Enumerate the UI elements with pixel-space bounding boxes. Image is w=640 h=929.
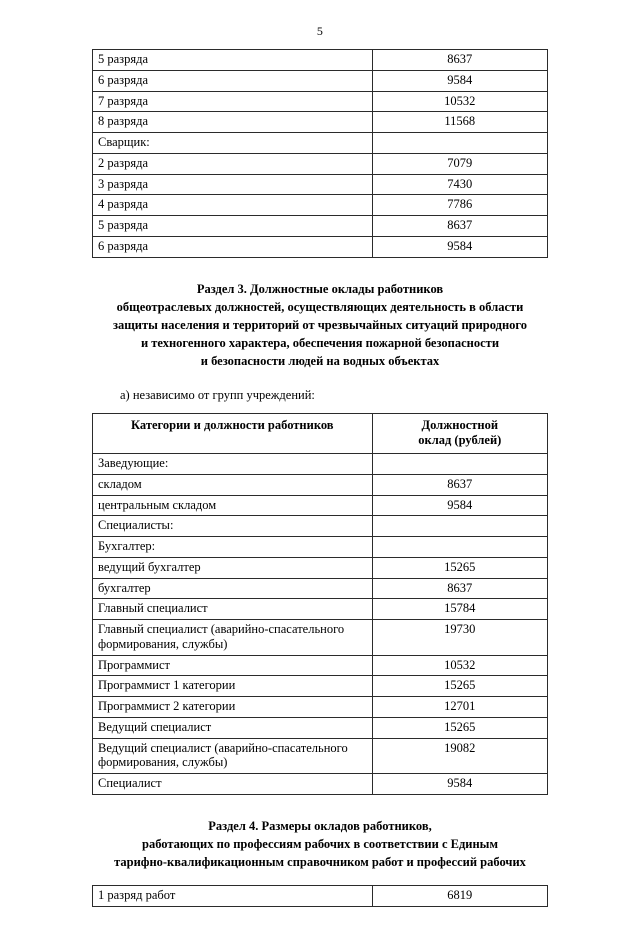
- row-label: 4 разряда: [93, 195, 373, 216]
- row-label: Ведущий специалист: [93, 717, 373, 738]
- heading-line: работающих по профессиям рабочих в соответствии с Единым: [142, 837, 498, 851]
- column-header-salary-line2: оклад (рублей): [418, 433, 502, 448]
- salary-table-continued: [92, 49, 548, 258]
- row-value: 15265: [372, 676, 547, 697]
- page-number: 5: [316, 24, 324, 38]
- row-value: 9584: [372, 236, 547, 257]
- row-value: [372, 133, 547, 154]
- row-value: 7079: [372, 153, 547, 174]
- row-value: 10532: [372, 655, 547, 676]
- row-label: Специалист: [93, 774, 373, 795]
- row-label: Сварщик:: [93, 133, 373, 154]
- heading-line: и техногенного характера, обеспечения пожарной безопасности: [140, 335, 500, 350]
- row-label: Бухгалтер:: [93, 537, 373, 558]
- table-row: [93, 516, 548, 537]
- heading-line: тарифно-квалификационным справочником работ и профессий рабочих: [114, 855, 526, 870]
- row-label: 6 разряда: [93, 236, 373, 257]
- table-row: [93, 676, 548, 697]
- table-row: [93, 557, 548, 578]
- row-value: 19082: [372, 738, 547, 774]
- table-body: [93, 50, 548, 258]
- table-body: [93, 454, 548, 795]
- table-row: [93, 599, 548, 620]
- table-row: [93, 886, 548, 907]
- table-row: [93, 738, 548, 774]
- section-3-lead-text: а) независимо от групп учреждений:: [120, 388, 315, 403]
- row-label: Программист 1 категории: [93, 676, 373, 697]
- table-row: [93, 717, 548, 738]
- row-label: 7 разряда: [93, 91, 373, 112]
- table-header: [93, 414, 548, 454]
- table-row: [93, 578, 548, 599]
- table-row: [93, 537, 548, 558]
- table-row: [93, 474, 548, 495]
- table-header-row: [93, 414, 548, 454]
- row-label: 8 разряда: [93, 112, 373, 133]
- table-row: [93, 454, 548, 475]
- table-row: [93, 70, 548, 91]
- column-header-salary: [372, 414, 547, 454]
- table-row: [93, 112, 548, 133]
- row-value: 8637: [372, 216, 547, 237]
- row-value: 15265: [372, 717, 547, 738]
- row-label: ведущий бухгалтер: [93, 557, 373, 578]
- workers-ranks-table: [92, 885, 548, 907]
- row-label: складом: [93, 474, 373, 495]
- heading-line: защиты населения и территорий от чрезвычайных ситуаций природного: [112, 317, 528, 332]
- table-row: [93, 174, 548, 195]
- row-value: [372, 454, 547, 475]
- section-4-heading: [92, 817, 548, 871]
- table-row: [93, 133, 548, 154]
- document-content: [0, 49, 640, 907]
- row-label: Заведующие:: [93, 454, 373, 475]
- row-value: 12701: [372, 697, 547, 718]
- heading-line: Раздел 4. Размеры окладов работников,: [208, 818, 432, 833]
- row-label: 1 разряд работ: [93, 886, 373, 907]
- table-row: [93, 620, 548, 656]
- row-value: 8637: [372, 50, 547, 71]
- table-row: [93, 774, 548, 795]
- row-value: 10532: [372, 91, 547, 112]
- table-row: [93, 697, 548, 718]
- row-value: 7430: [372, 174, 547, 195]
- row-label: Программист 2 категории: [93, 697, 373, 718]
- row-label: центральным складом: [93, 495, 373, 516]
- row-value: 15784: [372, 599, 547, 620]
- row-label: Специалисты:: [93, 516, 373, 537]
- row-label: 6 разряда: [93, 70, 373, 91]
- row-label: Главный специалист: [93, 599, 373, 620]
- table-row: [93, 495, 548, 516]
- row-value: 11568: [372, 112, 547, 133]
- table-row: [93, 153, 548, 174]
- table-row: [93, 195, 548, 216]
- column-header-salary-line1: Должностной: [421, 418, 499, 433]
- row-label: 2 разряда: [93, 153, 373, 174]
- heading-line: общеотраслевых должностей, осуществляющих деятельность в области: [116, 299, 524, 314]
- section-3-heading: [92, 280, 548, 371]
- table-row: [93, 50, 548, 71]
- row-value: 9584: [372, 495, 547, 516]
- row-value: 8637: [372, 474, 547, 495]
- table-row: [93, 236, 548, 257]
- table-body: [93, 886, 548, 907]
- heading-line: и безопасности людей на водных объектах: [200, 354, 440, 368]
- section-4-table-wrapper: [92, 885, 548, 907]
- row-value: [372, 537, 547, 558]
- row-label: Ведущий специалист (аварийно-спасательного формирования, службы): [93, 738, 373, 774]
- row-value: 8637: [372, 578, 547, 599]
- heading-line: Раздел 3. Должностные оклады работников: [196, 281, 444, 296]
- row-value: [372, 516, 547, 537]
- document-page: [0, 24, 640, 929]
- table-row: [93, 655, 548, 676]
- table-row: [93, 91, 548, 112]
- row-label: Главный специалист (аварийно-спасательного формирования, службы): [93, 620, 373, 656]
- row-value: 7786: [372, 195, 547, 216]
- row-value: 15265: [372, 557, 547, 578]
- row-value: 9584: [372, 774, 547, 795]
- row-label: 5 разряда: [93, 216, 373, 237]
- column-header-categories: Категории и должности работников: [93, 414, 373, 454]
- row-value: 6819: [372, 886, 547, 907]
- row-value: 19730: [372, 620, 547, 656]
- row-value: 9584: [372, 70, 547, 91]
- positions-salary-table: [92, 413, 548, 795]
- row-label: 3 разряда: [93, 174, 373, 195]
- row-label: бухгалтер: [93, 578, 373, 599]
- table-row: [93, 216, 548, 237]
- row-label: Программист: [93, 655, 373, 676]
- row-label: 5 разряда: [93, 50, 373, 71]
